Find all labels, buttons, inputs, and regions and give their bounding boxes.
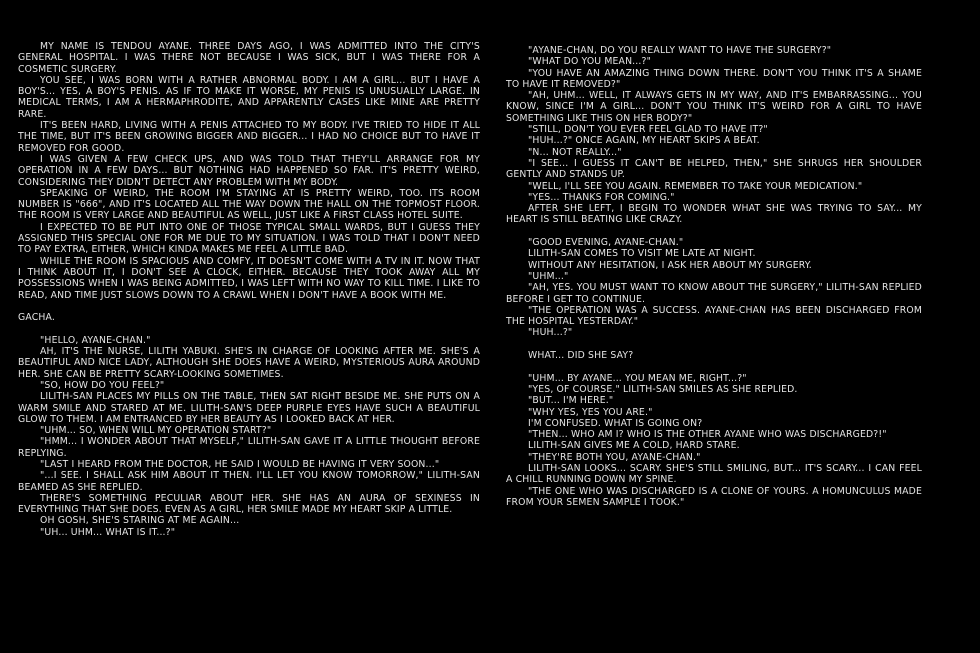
- paragraph: AH, IT'S THE NURSE, LILITH YABUKI. SHE'S IN CHARGE OF LOOKING AFTER ME. SHE'S A BEAUTIFUL AND NICE LADY, ALTHOUGH SHE DOES HAVE A WEIRD, MYSTERIOUS AURA AROUND HER. SHE CAN BE PRETTY SCARY-LOOKING SOMETIMES.: [18, 346, 480, 380]
- paragraph: AFTER SHE LEFT, I BEGIN TO WONDER WHAT SHE WAS TRYING TO SAY... MY HEART IS STILL BEATING LIKE CRAZY.: [506, 203, 922, 226]
- paragraph: "HUH...?": [528, 327, 573, 339]
- paragraph: LILITH-SAN COMES TO VISIT ME LATE AT NIGHT.: [528, 248, 756, 260]
- paragraph: "YOU HAVE AN AMAZING THING DOWN THERE. DON'T YOU THINK IT'S A SHAME TO HAVE IT REMOVED?": [506, 67, 922, 90]
- paragraph: "UHM... BY AYANE... YOU MEAN ME, RIGHT...?": [528, 372, 747, 384]
- paragraph: "WELL, I'LL SEE YOU AGAIN. REMEMBER TO TAKE YOUR MEDICATION.": [528, 180, 863, 192]
- paragraph: I WAS GIVEN A FEW CHECK UPS, AND WAS TOLD THAT THEY'LL ARRANGE FOR MY OPERATION IN A FEW DAYS... BUT NOTHING HAD HAPPENED SO FAR. IT'S PRETTY WEIRD, CONSIDERING THEY DIDN'T DETECT ANY PROBLEM WITH MY BODY.: [18, 153, 480, 188]
- paragraph: "THE ONE WHO WAS DISCHARGED IS A CLONE OF YOURS. A HOMUNCULUS MADE FROM YOUR SEMEN SAMPLE I TOOK.": [506, 485, 922, 508]
- paragraph: YOU SEE, I WAS BORN WITH A RATHER ABNORMAL BODY. I AM A GIRL... BUT I HAVE A BOY'S... YES, A BOY'S PENIS. AS IF TO MAKE IT WORSE, MY PENIS IS UNUSUALLY LARGE. IN MEDICAL TERMS, I AM A HERMAPHRODITE, AND APPARENTLY CASES LIKE MINE ARE PRETTY RARE.: [18, 74, 480, 120]
- paragraph: "WHAT DO YOU MEAN...?": [528, 56, 651, 68]
- paragraph: "GOOD EVENING, AYANE-CHAN.": [528, 237, 684, 249]
- paragraph: "LAST I HEARD FROM THE DOCTOR, HE SAID I WOULD BE HAVING IT VERY SOON...": [40, 458, 440, 470]
- paragraph: "I SEE... I GUESS IT CAN'T BE HELPED, THEN," SHE SHRUGS HER SHOULDER GENTLY AND STANDS UP.: [506, 157, 922, 181]
- paragraph: "THEY'RE BOTH YOU, AYANE-CHAN.": [528, 451, 701, 463]
- paragraph: I EXPECTED TO BE PUT INTO ONE OF THOSE TYPICAL SMALL WARDS, BUT I GUESS THEY ASSIGNED THIS SPECIAL ONE FOR ME DUE TO MY SITUATION. I WAS TOLD THAT I DON'T NEED TO PAY EXTRA, EITHER, WHICH KINDA MAKES ME FEEL A LITTLE BAD.: [18, 221, 480, 256]
- paragraph: LILITH-SAN GIVES ME A COLD, HARD STARE.: [528, 440, 740, 452]
- paragraph: "UHM...": [528, 270, 569, 282]
- paragraph: "HUH...?" ONCE AGAIN, MY HEART SKIPS A BEAT.: [528, 135, 760, 147]
- paragraph: "STILL, DON'T YOU EVER FEEL GLAD TO HAVE IT?": [528, 124, 768, 136]
- paragraph: "AH, YES. YOU MUST WANT TO KNOW ABOUT THE SURGERY," LILITH-SAN REPLIED BEFORE I GET TO CONTINUE.: [506, 282, 922, 305]
- paragraph: I'M CONFUSED. WHAT IS GOING ON?: [528, 417, 703, 429]
- paragraph: GACHA.: [18, 312, 55, 324]
- paragraph: "WHY YES, YES YOU ARE.": [528, 406, 653, 418]
- paragraph: "N... NOT REALLY...": [528, 146, 622, 158]
- paragraph: "AH, UHM... WELL, IT ALWAYS GETS IN MY WAY, AND IT'S EMBARRASSING... YOU KNOW, SINCE I'M A GIRL... DON'T YOU THINK IT'S WEIRD FOR A GIRL TO HAVE SOMETHING LIKE THIS ON HER BODY?": [506, 90, 922, 124]
- left-text-column: [18, 41, 480, 538]
- paragraph: "THE OPERATION WAS A SUCCESS. AYANE-CHAN HAS BEEN DISCHARGED FROM THE HOSPITAL YESTERDAY.": [506, 304, 922, 328]
- paragraph: IT'S BEEN HARD, LIVING WITH A PENIS ATTACHED TO MY BODY. I'VE TRIED TO HIDE IT ALL THE TIME, BUT IT'S BEEN GROWING BIGGER AND BIGGER... I HAD NO CHOICE BUT TO HAVE IT REMOVED FOR GOOD.: [18, 120, 480, 154]
- paragraph: MY NAME IS TENDOU AYANE. THREE DAYS AGO, I WAS ADMITTED INTO THE CITY'S GENERAL HOSPITAL. I WAS THERE NOT BECAUSE I WAS SICK, BUT I WAS THERE FOR A COSMETIC SURGERY.: [18, 41, 480, 75]
- paragraph: OH GOSH, SHE'S STARING AT ME AGAIN...: [40, 515, 240, 527]
- paragraph: "AYANE-CHAN, DO YOU REALLY WANT TO HAVE THE SURGERY?": [528, 45, 832, 56]
- paragraph: "SO, HOW DO YOU FEEL?": [40, 379, 165, 391]
- paragraph: WITHOUT ANY HESITATION, I ASK HER ABOUT MY SURGERY.: [528, 259, 812, 271]
- paragraph: "UH... UHM... WHAT IS IT...?": [40, 526, 176, 538]
- paragraph: LILITH-SAN LOOKS... SCARY. SHE'S STILL SMILING, BUT... IT'S SCARY... I CAN FEEL A CHILL RUNNING DOWN MY SPINE.: [506, 462, 922, 486]
- paragraph: "UHM... SO, WHEN WILL MY OPERATION START?": [40, 425, 272, 437]
- paragraph: "THEN... WHO AM I? WHO IS THE OTHER AYANE WHO WAS DISCHARGED?!": [528, 429, 887, 441]
- paragraph: "HMM... I WONDER ABOUT THAT MYSELF," LILITH-SAN GAVE IT A LITTLE THOUGHT BEFORE REPLYING.: [18, 436, 480, 459]
- paragraph: LILITH-SAN PLACES MY PILLS ON THE TABLE, THEN SAT RIGHT BESIDE ME. SHE PUTS ON A WARM SMILE AND STARED AT ME. LILITH-SAN'S DEEP PURPLE EYES HAVE SUCH A BEAUTIFUL GLOW TO THEM. I AM ENTRANCED BY HER BEAUTY AS I LOOKED BACK AT HER.: [18, 391, 480, 425]
- paragraph: "HELLO, AYANE-CHAN.": [40, 334, 151, 346]
- paragraph: "BUT... I'M HERE.": [528, 395, 614, 407]
- right-text-column: [506, 45, 922, 508]
- paragraph: "YES, OF COURSE." LILITH-SAN SMILES AS SHE REPLIED.: [528, 383, 798, 395]
- paragraph: WHAT... DID SHE SAY?: [528, 350, 634, 362]
- paragraph: THERE'S SOMETHING PECULIAR ABOUT HER. SHE HAS AN AURA OF SEXINESS IN EVERYTHING THAT SHE DOES. EVEN AS A GIRL, HER SMILE MADE MY HEART SKIP A LITTLE.: [18, 492, 480, 516]
- paragraph: WHILE THE ROOM IS SPACIOUS AND COMFY, IT DOESN'T COME WITH A TV IN IT. NOW THAT I THINK ABOUT IT, I DON'T SEE A CLOCK, EITHER. BECAUSE THEY TOOK AWAY ALL MY POSSESSIONS WHEN I WAS BEING ADMITTED, I WAS LEFT WITH NO WAY TO KILL TIME. I LIKE TO READ, AND TIME JUST SLOWS DOWN TO A CRAWL WHEN I DON'T HAVE A BOOK WITH ME.: [18, 255, 480, 301]
- paragraph: "...I SEE. I SHALL ASK HIM ABOUT IT THEN. I'LL LET YOU KNOW TOMORROW," LILITH-SAN BEAMED AS SHE REPLIED.: [18, 470, 480, 493]
- paragraph: SPEAKING OF WEIRD, THE ROOM I'M STAYING AT IS PRETTY WEIRD, TOO. ITS ROOM NUMBER IS "666", AND IT'S LOCATED ALL THE WAY DOWN THE HALL ON THE TOPMOST FLOOR. THE ROOM IS VERY LARGE AND BEAUTIFUL AS WELL, JUST LIKE A FIRST CLASS HOTEL SUITE.: [18, 187, 480, 222]
- paragraph: "YES... THANKS FOR COMING.": [528, 191, 675, 203]
